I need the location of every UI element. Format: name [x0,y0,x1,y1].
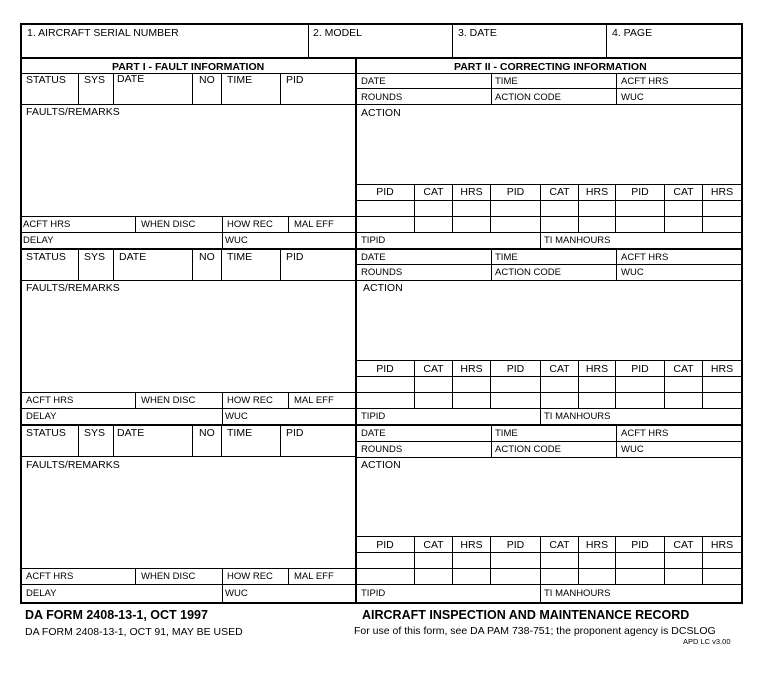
tipid-label: TIPID [361,235,386,246]
correct-acft-hrs-label: ACFT HRS [621,76,669,87]
action-code-label: ACTION CODE [495,444,561,455]
acft-hrs-label: ACFT HRS [26,571,74,582]
faults-remarks-label: FAULTS/REMARKS [26,459,120,471]
fault-pid-label: PID [286,74,304,86]
fault-wuc-label: WUC [225,411,248,422]
cat-header-3: CAT [673,539,694,551]
fault-pid-label: PID [286,251,304,263]
when-disc-label: WHEN DISC [141,219,196,230]
hrs-header-1: HRS [460,186,483,198]
aircraft-serial-label: 1. AIRCRAFT SERIAL NUMBER [27,27,179,39]
action-code-label: ACTION CODE [495,92,561,103]
hrs-header-3: HRS [710,363,734,375]
hrs-header-1: HRS [460,539,483,551]
action-code-label: ACTION CODE [495,267,561,278]
fault-date-label: DATE [117,427,145,439]
hrs-header-3: HRS [710,186,734,198]
correct-date-label: DATE [361,428,386,439]
correct-date-label: DATE [361,252,386,263]
model-field[interactable] [310,40,450,56]
mal-eff-label: MAL EFF [294,395,334,406]
correct-time-label: TIME [495,76,518,87]
fault-wuc-label: WUC [225,588,248,599]
hrs-header-2: HRS [585,363,609,375]
action-label: ACTION [361,459,401,471]
no-label: NO [199,427,215,439]
faults-remarks-field[interactable] [22,296,354,390]
faults-remarks-field[interactable] [22,120,354,214]
faults-remarks-field[interactable] [22,472,354,566]
mal-eff-label: MAL EFF [294,571,334,582]
pid-header-2: PID [506,539,525,551]
correct-acft-hrs-label: ACFT HRS [621,252,669,263]
when-disc-label: WHEN DISC [141,395,196,406]
delay-label: DELAY [26,588,57,599]
sys-label: SYS [84,74,106,86]
fault-date-label: DATE [119,251,147,263]
no-label: NO [199,74,215,86]
no-label: NO [199,251,215,263]
pid-header-3: PID [631,186,649,198]
fault-time-label: TIME [227,74,253,86]
sys-label: SYS [84,251,106,263]
status-label: STATUS [26,251,66,263]
cat-header-3: CAT [673,186,694,198]
cat-header-1: CAT [423,539,444,551]
fault-wuc-label: WUC [225,235,248,246]
fault-date-label: DATE [117,73,145,85]
delay-label: DELAY [23,235,54,246]
ti-manhours-label: TI MANHOURS [544,411,611,422]
correct-time-label: TIME [495,428,518,439]
faults-remarks-label: FAULTS/REMARKS [26,282,120,294]
cat-header-2: CAT [549,539,570,551]
cat-header-1: CAT [423,186,444,198]
how-rec-label: HOW REC [227,219,273,230]
rounds-label: ROUNDS [361,267,403,278]
pid-header-3: PID [631,363,649,375]
how-rec-label: HOW REC [227,395,273,406]
pid-header-1: PID [376,186,394,198]
correct-time-label: TIME [495,252,518,263]
model-label: 2. MODEL [313,27,363,39]
ti-manhours-label: TI MANHOURS [544,588,611,599]
fault-time-label: TIME [227,251,253,263]
cat-header-3: CAT [673,363,694,375]
page-field[interactable] [608,40,740,56]
action-field[interactable] [357,120,740,182]
hrs-header-1: HRS [460,363,483,375]
cat-header-2: CAT [549,186,570,198]
status-label: STATUS [26,74,66,86]
correct-acft-hrs-label: ACFT HRS [621,428,669,439]
rounds-label: ROUNDS [361,92,403,103]
correct-date-label: DATE [361,76,386,87]
form-number: DA FORM 2408-13-1, OCT 1997 [25,608,208,622]
aircraft-serial-field[interactable] [22,40,306,56]
pid-header-2: PID [506,186,525,198]
part2-title: PART II - CORRECTING INFORMATION [454,61,647,73]
action-field[interactable] [357,296,740,358]
fault-pid-label: PID [286,427,304,439]
mal-eff-label: MAL EFF [294,219,334,230]
rounds-label: ROUNDS [361,444,403,455]
version-label: APD LC v3.00 [683,637,731,646]
correct-wuc-label: WUC [621,444,644,455]
tipid-label: TIPID [361,588,386,599]
ti-manhours-label: TI MANHOURS [544,235,611,246]
status-label: STATUS [26,427,66,439]
fault-time-label: TIME [227,427,253,439]
hrs-header-3: HRS [710,539,734,551]
pid-header-2: PID [506,363,525,375]
acft-hrs-label: ACFT HRS [26,395,74,406]
cat-header-2: CAT [549,363,570,375]
date-field[interactable] [454,40,604,56]
pid-header-1: PID [376,539,394,551]
delay-label: DELAY [26,411,57,422]
pid-header-1: PID [376,363,394,375]
supersedes-note: DA FORM 2408-13-1, OCT 91, MAY BE USED [25,626,243,638]
hrs-header-2: HRS [585,539,609,551]
form-title: AIRCRAFT INSPECTION AND MAINTENANCE RECORD [362,608,690,622]
acft-hrs-label: ACFT HRS [23,219,71,230]
form-instructions: For use of this form, see DA PAM 738-751; the proponent agency is DCSLOG [354,625,716,637]
hrs-header-2: HRS [585,186,609,198]
page-label: 4. PAGE [612,27,653,39]
action-label: ACTION [361,107,401,119]
action-label: ACTION [363,282,403,294]
faults-remarks-label: FAULTS/REMARKS [26,106,120,118]
how-rec-label: HOW REC [227,571,273,582]
sys-label: SYS [84,427,106,439]
cat-header-1: CAT [423,363,444,375]
date-label: 3. DATE [458,27,497,39]
part1-title: PART I - FAULT INFORMATION [112,61,265,73]
action-field[interactable] [357,472,740,534]
correct-wuc-label: WUC [621,92,644,103]
pid-header-3: PID [631,539,649,551]
correct-wuc-label: WUC [621,267,644,278]
when-disc-label: WHEN DISC [141,571,196,582]
tipid-label: TIPID [361,411,386,422]
